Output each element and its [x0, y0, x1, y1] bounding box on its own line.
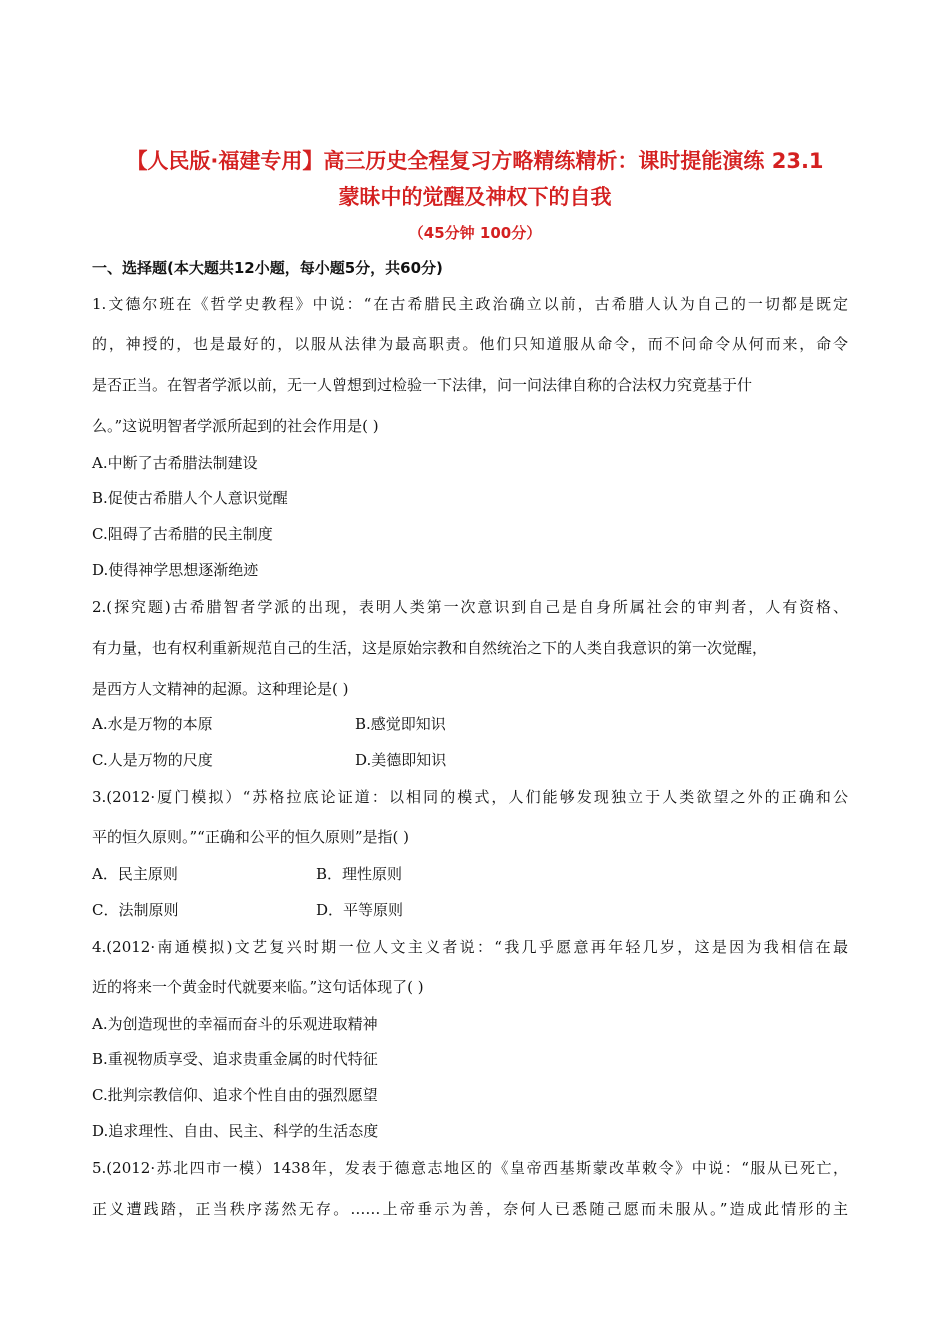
question-1-line-2: 的，神授的，也是最好的，以服从法律为最高职责。他们只知道服从命令，而不问命令从何而来，命令 — [92, 335, 848, 353]
question-3-option-b: B．理性原则 — [316, 865, 403, 883]
question-5-line-2: 正义遭践踏，正当秩序荡然无存。……上帝垂示为善，奈何人已悉随己愿而未服从。”造成此情形的主 — [92, 1200, 848, 1218]
question-1-line-3: 是否正当。在智者学派以前，无一人曾想到过检验一下法律，问一问法律自称的合法权力究竟基于什 — [92, 376, 753, 394]
question-3-option-a: A．民主原则 — [92, 865, 178, 883]
section-heading: 一、选择题(本大题共12小题，每小题5分，共60分) — [92, 259, 443, 277]
question-2-option-d: D.美德即知识 — [355, 751, 447, 769]
question-1-option-b: B.促使古希腊人个人意识觉醒 — [92, 489, 288, 507]
question-2-line-3: 是西方人文精神的起源。这种理论是( ) — [92, 680, 349, 698]
question-3-option-c: C．法制原则 — [92, 901, 179, 919]
question-4-option-c: C.批判宗教信仰、追求个性自由的强烈愿望 — [92, 1086, 378, 1104]
question-4-line-2: 近的将来一个黄金时代就要来临。”这句话体现了( ) — [92, 978, 424, 996]
question-2-line-2: 有力量，也有权利重新规范自己的生活，这是原始宗教和自然统治之下的人类自我意识的第一次觉醒， — [92, 639, 768, 657]
time-score-note: （45分钟 100分） — [408, 224, 542, 242]
question-3-line-2: 平的恒久原则。”“正确和公平的恒久原则”是指( ) — [92, 828, 409, 846]
question-5-line-1: 5.(2012·苏北四市一模）1438年，发表于德意志地区的《皇帝西基斯蒙改革敕令》中说：“服从已死亡， — [92, 1159, 848, 1177]
question-1-option-c: C.阻碍了古希腊的民主制度 — [92, 525, 273, 543]
question-1-line-4: 么。”这说明智者学派所起到的社会作用是( ) — [92, 417, 379, 435]
question-3-option-d: D．平等原则 — [316, 901, 404, 919]
question-4-option-a: A.为创造现世的幸福而奋斗的乐观进取精神 — [92, 1015, 378, 1033]
question-2-option-a: A.水是万物的本原 — [92, 715, 213, 733]
question-2-line-1: 2.(探究题)古希腊智者学派的出现，表明人类第一次意识到自己是自身所属社会的审判者，人有资格、 — [92, 598, 848, 616]
question-1-option-d: D.使得神学思想逐渐绝迹 — [92, 561, 259, 579]
question-1-line-1: 1.文德尔班在《哲学史教程》中说：“在古希腊民主政治确立以前，古希腊人认为自己的一切都是既定 — [92, 295, 848, 313]
question-2-option-c: C.人是万物的尺度 — [92, 751, 213, 769]
question-4-option-b: B.重视物质享受、追求贵重金属的时代特征 — [92, 1050, 378, 1068]
question-1-option-a: A.中断了古希腊法制建设 — [92, 454, 258, 472]
question-4-line-1: 4.(2012·南通模拟)文艺复兴时期一位人文主义者说：“我几乎愿意再年轻几岁，这是因为我相信在最 — [92, 938, 848, 956]
question-4-option-d: D.追求理性、自由、民主、科学的生活态度 — [92, 1122, 379, 1140]
document-title-line1: 【人民版·福建专用】高三历史全程复习方略精练精析：课时提能演练 23.1 — [126, 149, 824, 173]
question-2-option-b: B.感觉即知识 — [355, 715, 446, 733]
question-3-line-1: 3.(2012·厦门模拟）“苏格拉底论证道：以相同的模式，人们能够发现独立于人类欲望之外的正确和公 — [92, 788, 848, 806]
document-title-line2: 蒙昧中的觉醒及神权下的自我 — [338, 185, 612, 209]
